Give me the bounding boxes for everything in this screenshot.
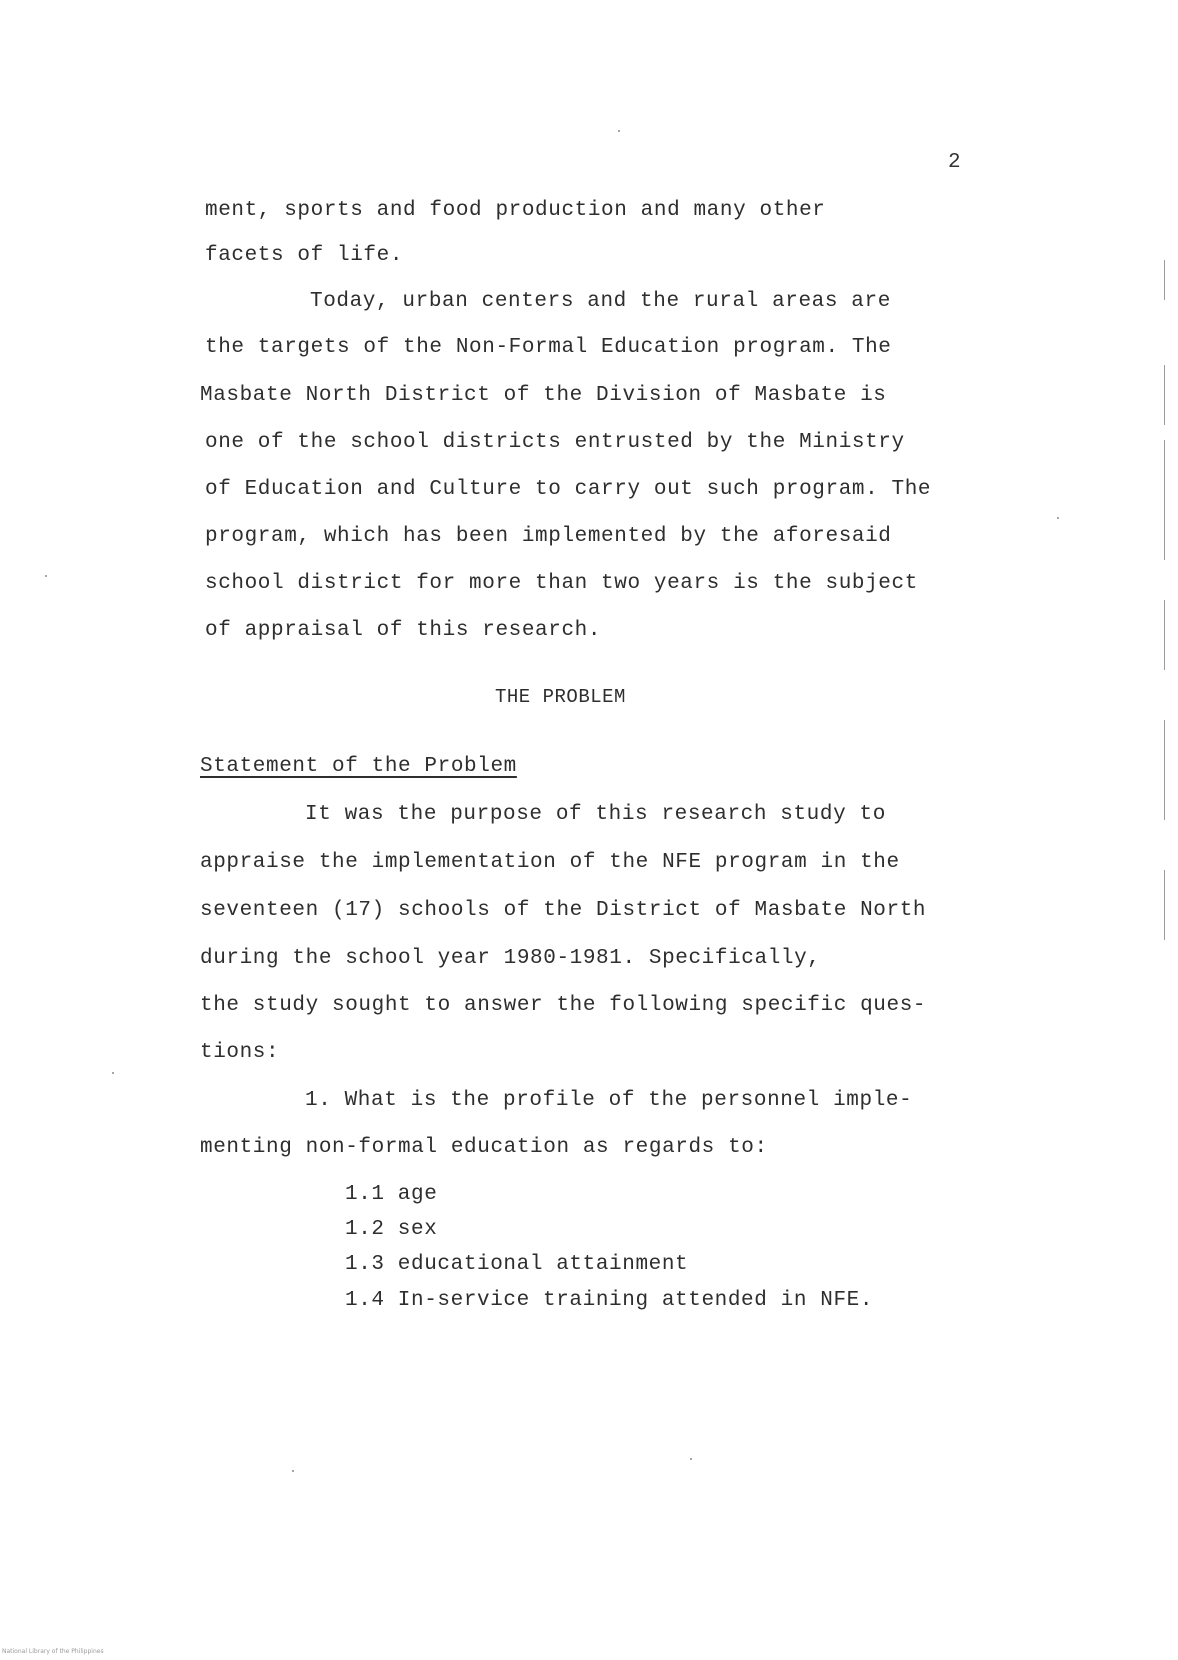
list-item: 1.1 age [345, 1183, 438, 1206]
paragraph-line: the study sought to answer the following specific ques- [200, 994, 927, 1017]
paragraph-line: It was the purpose of this research study to [305, 803, 886, 826]
paragraph-line: during the school year 1980-1981. Specifically, [200, 947, 821, 970]
paragraph-line: seventeen (17) schools of the District of Masbate North [200, 899, 927, 922]
section-heading: THE PROBLEM [495, 686, 626, 708]
scan-speck [292, 1470, 294, 1472]
scan-speck [45, 575, 47, 577]
paragraph-line: appraise the implementation of the NFE program in the [200, 851, 900, 874]
scan-speck [112, 1072, 114, 1074]
subsection-heading: Statement of the Problem [200, 755, 517, 778]
scan-speck [690, 1458, 692, 1460]
list-item: 1.4 In-service training attended in NFE. [345, 1289, 874, 1312]
scan-edge-mark [1164, 870, 1165, 940]
paragraph-line: tions: [200, 1041, 280, 1064]
question-line: 1. What is the profile of the personnel imple- [305, 1089, 913, 1112]
footer-text: National Library of the Philippines [2, 1648, 104, 1655]
paragraph-line: of appraisal of this research. [205, 619, 602, 642]
list-item: 1.3 educational attainment [345, 1253, 689, 1276]
paragraph-line: one of the school districts entrusted by the Ministry [205, 431, 905, 454]
paragraph-line: of Education and Culture to carry out such program. The [205, 478, 932, 501]
paragraph-line: ment, sports and food production and many other [205, 199, 826, 222]
list-item: 1.2 sex [345, 1218, 438, 1241]
page-number: 2 [948, 151, 961, 174]
scan-edge-mark [1164, 720, 1165, 820]
paragraph-line: program, which has been implemented by the aforesaid [205, 525, 892, 548]
scan-speck [1057, 517, 1059, 519]
paragraph-line: the targets of the Non-Formal Education program. The [205, 336, 892, 359]
question-line: menting non-formal education as regards to: [200, 1136, 768, 1159]
paragraph-line: school district for more than two years is the subject [205, 572, 918, 595]
paragraph-line: facets of life. [205, 244, 404, 267]
scan-edge-mark [1164, 440, 1165, 560]
scan-edge-mark [1164, 365, 1165, 425]
scan-edge-mark [1164, 260, 1165, 300]
paragraph-line: Masbate North District of the Division of Masbate is [200, 384, 887, 407]
scan-speck [618, 130, 620, 132]
paragraph-line: Today, urban centers and the rural areas are [310, 290, 891, 313]
scan-edge-mark [1164, 600, 1165, 670]
